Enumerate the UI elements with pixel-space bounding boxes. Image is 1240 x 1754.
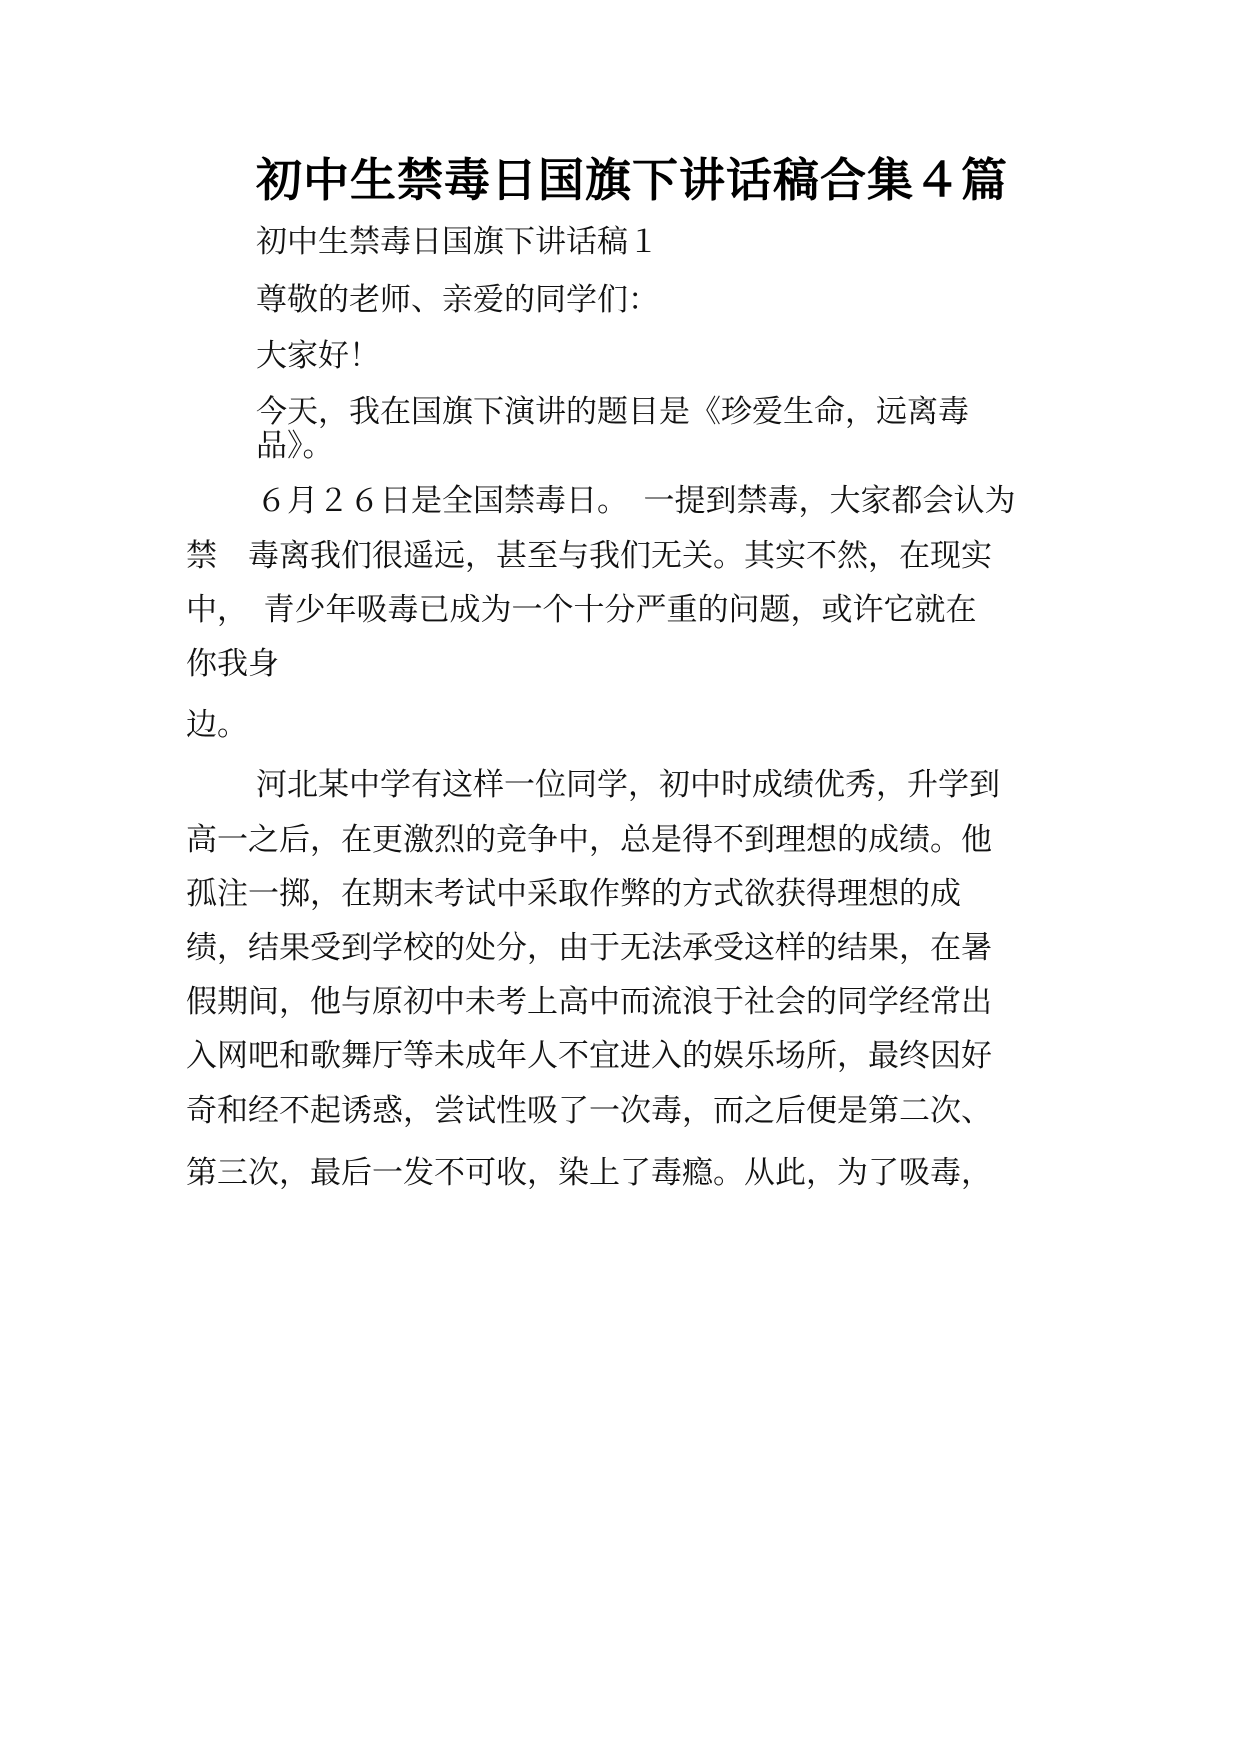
paragraph-line: 孤注一掷，在期末考试中采取作弊的方式欲获得理想的成 [186, 876, 961, 912]
paragraph-line: ６月２６日是全国禁毒日。 一提到禁毒，大家都会认为 [256, 483, 1016, 519]
salutation: 尊敬的老师、亲爱的同学们： [256, 282, 659, 318]
paragraph-line: 禁 毒离我们很遥远，甚至与我们无关。其实不然，在现实 [186, 538, 992, 574]
intro-line: 今天，我在国旗下演讲的题目是《珍爱生命，远离毒 [256, 394, 969, 430]
paragraph-line: 你我身 [186, 646, 279, 682]
document-title: 初中生禁毒日国旗下讲话稿合集４篇 [256, 153, 1008, 207]
document-subtitle: 初中生禁毒日国旗下讲话稿１ [256, 224, 659, 260]
paragraph-line: 绩，结果受到学校的处分，由于无法承受这样的结果，在暑 [186, 930, 992, 966]
paragraph-line: 奇和经不起诱惑，尝试性吸了一次毒，而之后便是第二次、 [186, 1093, 992, 1129]
paragraph-line: 假期间，他与原初中未考上高中而流浪于社会的同学经常出 [186, 984, 992, 1020]
paragraph-line: 边。 [186, 707, 248, 743]
paragraph-line: 入网吧和歌舞厅等未成年人不宜进入的娱乐场所，最终因好 [186, 1038, 992, 1074]
paragraph-line: 第三次，最后一发不可收，染上了毒瘾。从此，为了吸毒， [186, 1155, 992, 1191]
greeting: 大家好！ [256, 338, 380, 374]
paragraph-line: 高一之后，在更激烈的竞争中，总是得不到理想的成绩。他 [186, 822, 992, 858]
intro-line: 品》。 [256, 428, 334, 464]
paragraph-line: 河北某中学有这样一位同学，初中时成绩优秀，升学到 [256, 767, 1000, 803]
paragraph-line: 中， 青少年吸毒已成为一个十分严重的问题，或许它就在 [186, 592, 977, 628]
